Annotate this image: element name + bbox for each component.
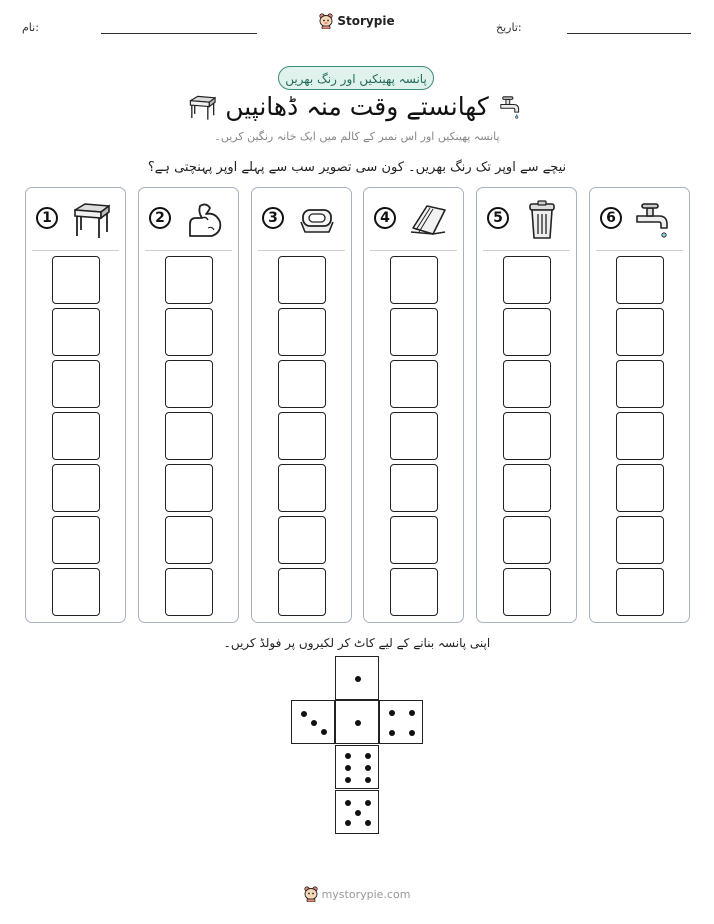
die-pip [409, 710, 415, 716]
soap-icon [295, 198, 339, 242]
subtitle: پانسہ پھینکیں اور اس نمبر کے کالم میں ایک خانہ رنگین کریں۔ [214, 130, 500, 143]
color-box[interactable] [278, 308, 326, 356]
color-box[interactable] [165, 256, 213, 304]
color-box[interactable] [616, 464, 664, 512]
color-box[interactable] [503, 464, 551, 512]
desk-icon [69, 198, 113, 242]
question: نیچے سے اوپر تک رنگ بھریں۔ کون سی تصویر سب سے پہلے اوپر پہنچتی ہے؟ [147, 160, 567, 175]
trash-can-icon [520, 198, 564, 242]
column-number: 4 [374, 207, 396, 229]
die-pip [365, 765, 371, 771]
color-box[interactable] [616, 516, 664, 564]
die-pip [345, 820, 351, 826]
logo [0, 13, 714, 33]
color-box[interactable] [390, 256, 438, 304]
column-number: 1 [36, 207, 58, 229]
color-box[interactable] [390, 568, 438, 616]
column-4 [363, 187, 464, 623]
color-box[interactable] [278, 412, 326, 460]
die-pip [301, 711, 307, 717]
footer [0, 886, 714, 906]
color-box[interactable] [616, 360, 664, 408]
color-box[interactable] [278, 256, 326, 304]
column-divider [258, 250, 345, 251]
dice-instruction: اپنی پانسہ بنانے کے لیے کاٹ کر لکیروں پر فولڈ کریں۔ [223, 636, 491, 650]
color-box[interactable] [278, 464, 326, 512]
die-face-1 [335, 700, 379, 744]
color-box[interactable] [52, 412, 100, 460]
color-box[interactable] [503, 568, 551, 616]
column-number: 2 [149, 207, 171, 229]
color-box[interactable] [390, 412, 438, 460]
die-pip [345, 800, 351, 806]
column-5 [476, 187, 577, 623]
logo-text: Storypie [337, 14, 395, 28]
color-box[interactable] [165, 568, 213, 616]
column-divider [483, 250, 570, 251]
tissue-icon [407, 198, 451, 242]
column-divider [596, 250, 683, 251]
color-box[interactable] [616, 568, 664, 616]
column-divider [32, 250, 119, 251]
tap-icon [633, 198, 677, 242]
die-pip [365, 777, 371, 783]
die-pip [389, 710, 395, 716]
die-pip [355, 720, 361, 726]
column-6 [589, 187, 690, 623]
color-box[interactable] [52, 360, 100, 408]
color-box[interactable] [165, 412, 213, 460]
color-box[interactable] [165, 308, 213, 356]
tap-icon [497, 93, 525, 121]
color-box[interactable] [165, 464, 213, 512]
name-label: نام: [22, 21, 39, 34]
storypie-mascot-icon [319, 13, 333, 29]
die-pip [355, 676, 361, 682]
storypie-mascot-footer-icon [304, 886, 318, 902]
flexed-arm-icon [182, 198, 226, 242]
footer-url: mystorypie.com [321, 887, 411, 901]
color-box[interactable] [52, 568, 100, 616]
color-box[interactable] [165, 516, 213, 564]
color-box[interactable] [503, 516, 551, 564]
die-face-4 [379, 700, 423, 744]
die-pip [389, 730, 395, 736]
column-2 [138, 187, 239, 623]
activity-badge: پانسہ پھینکیں اور رنگ بھریں [278, 66, 434, 90]
color-box[interactable] [503, 360, 551, 408]
die-face-6 [335, 745, 379, 789]
color-box[interactable] [52, 464, 100, 512]
die-pip [365, 753, 371, 759]
date-line [567, 33, 691, 34]
color-box[interactable] [52, 516, 100, 564]
die-pip [409, 730, 415, 736]
color-box[interactable] [616, 256, 664, 304]
die-face-3 [291, 700, 335, 744]
color-box[interactable] [503, 412, 551, 460]
color-box[interactable] [503, 256, 551, 304]
color-box[interactable] [390, 360, 438, 408]
die-pip [345, 777, 351, 783]
column-number: 5 [487, 207, 509, 229]
column-number: 6 [600, 207, 622, 229]
color-box[interactable] [390, 464, 438, 512]
die-pip [321, 729, 327, 735]
color-box[interactable] [616, 412, 664, 460]
die-face-1 [335, 656, 379, 700]
die-pip [345, 753, 351, 759]
die-pip [365, 800, 371, 806]
name-line [101, 33, 257, 34]
color-box[interactable] [616, 308, 664, 356]
column-1 [25, 187, 126, 623]
color-box[interactable] [165, 360, 213, 408]
color-box[interactable] [278, 568, 326, 616]
die-pip [365, 820, 371, 826]
die-pip [311, 720, 317, 726]
color-box[interactable] [52, 308, 100, 356]
color-box[interactable] [390, 308, 438, 356]
column-divider [370, 250, 457, 251]
column-3 [251, 187, 352, 623]
page-title: کھانستے وقت منہ ڈھانپیں [225, 92, 489, 121]
die-pip [345, 765, 351, 771]
die-pip [355, 810, 361, 816]
date-label: تاریخ: [496, 21, 522, 34]
column-divider [145, 250, 232, 251]
color-box[interactable] [52, 256, 100, 304]
color-box[interactable] [278, 516, 326, 564]
color-box[interactable] [503, 308, 551, 356]
column-number: 3 [262, 207, 284, 229]
color-box[interactable] [390, 516, 438, 564]
color-box[interactable] [278, 360, 326, 408]
die-face-5 [335, 790, 379, 834]
